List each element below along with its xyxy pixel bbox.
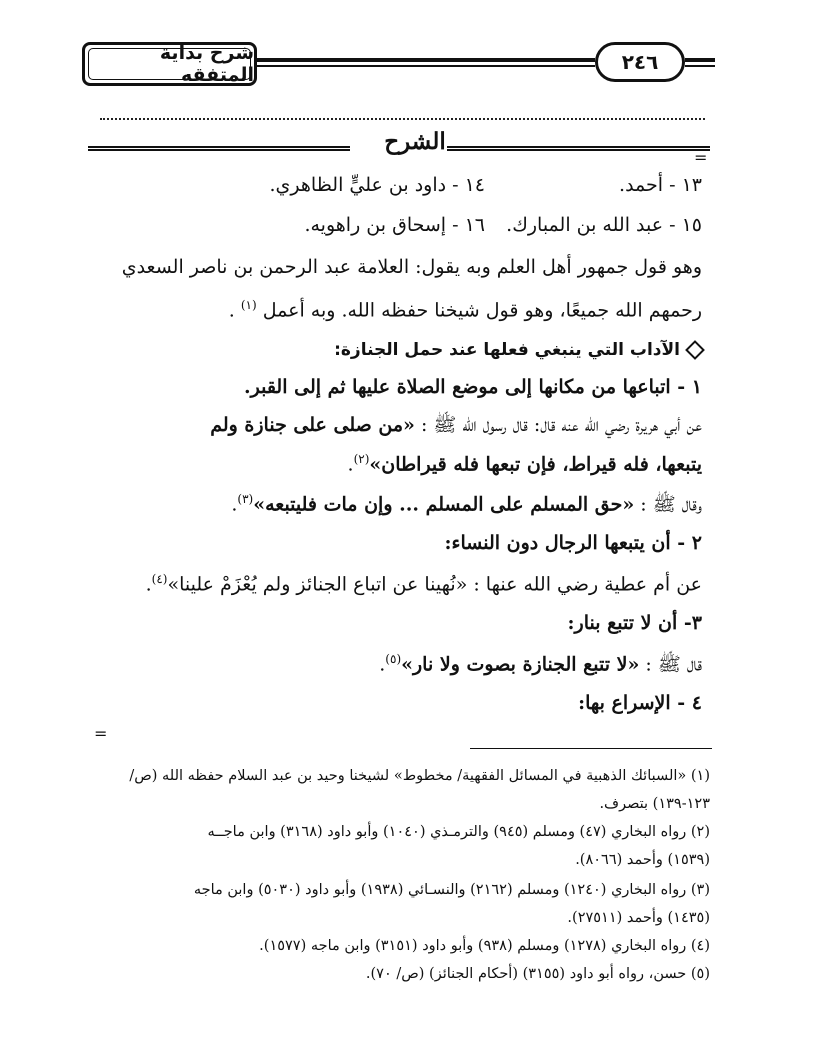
footnote-2-line-1: (٢) رواه البخاري (٤٧) ومسلم (٩٤٥) والترمـذي (١٠٤٠) وأبو داود (٣١٦٨) وابن ماجــه bbox=[207, 824, 710, 840]
item-1-hadith-intro: عن أبي هريرة رضي الله عنه قال: قال رسول الله ﷺ : bbox=[420, 414, 702, 436]
footnote-2-line-2: (١٥٣٩) وأحمد (٨٠٦٦). bbox=[575, 852, 710, 868]
footnote-ref-1: (١) bbox=[240, 298, 257, 312]
paragraph-line-2: رحمهم الله جميعًا، وهو قول شيخنا حفظه الله. وبه أعمل $^{(١)}$ . bbox=[228, 298, 702, 322]
footnote-3-line-1: (٣) رواه البخاري (١٢٤٠) ومسلم (٢١٦٢) والنسـائي (١٩٣٨) وأبو داود (٥٠٣٠) وابن ماجه bbox=[193, 882, 710, 898]
item-1-hadith-start: «من صلى على جنازة ولم bbox=[210, 414, 415, 436]
scholar-item-16: ١٦ - إسحاق بن راهويه. bbox=[304, 214, 485, 236]
heading-rule-left bbox=[88, 146, 350, 151]
footnote-1-line-2: ١٢٣-١٣٩) بتصرف. bbox=[599, 796, 710, 812]
footnote-separator bbox=[470, 748, 712, 749]
item-1-hadith-cont-line: يتبعها، فله قيراط، فإن تبعها فله قيراطان»$^{(٢)}$. bbox=[347, 452, 702, 476]
scholar-item-14: ١٤ - داود بن عليٍّ الظاهري. bbox=[269, 174, 485, 196]
dotted-divider bbox=[100, 118, 705, 120]
margin-mark: = bbox=[694, 148, 708, 167]
footnote-4: (٤) رواه البخاري (١٢٧٨) ومسلم (٩٣٨) وأبو داود (٣١٥١) وابن ماجه (١٥٧٧). bbox=[259, 938, 710, 954]
paragraph-line-1: وهو قول جمهور أهل العلم وبه يقول: العلامة عبد الرحمن بن ناصر السعدي bbox=[121, 256, 702, 278]
item-1-hadith-line bbox=[210, 414, 702, 437]
section-heading: الشرح bbox=[384, 128, 446, 155]
paragraph-line-2-text: رحمهم الله جميعًا، وهو قول شيخنا حفظه الله. وبه أعمل bbox=[262, 299, 702, 322]
item-3-hadith: «لا تتبع الجنازة بصوت ولا نار» bbox=[401, 653, 640, 676]
adab-heading-text: الآداب التي ينبغي فعلها عند حمل الجنازة: bbox=[334, 340, 680, 360]
item-2-title: ٢ - أن يتبعها الرجال دون النساء: bbox=[444, 532, 702, 554]
scholar-item-15: ١٥ - عبد الله بن المبارك. bbox=[506, 214, 702, 236]
header-rule-right bbox=[685, 56, 715, 70]
item-3-intro: قال ﷺ : bbox=[645, 653, 702, 676]
margin-mark: = bbox=[94, 724, 108, 743]
item-1-second-intro: وقال ﷺ : bbox=[640, 493, 702, 516]
item-1-second-line: وقال ﷺ : «حق المسلم على المسلم ... وإن مات فليتبعه»$^{(٣)}$. bbox=[231, 492, 702, 516]
heading-rule-right bbox=[447, 146, 710, 151]
adab-heading bbox=[334, 338, 702, 361]
page-number: ٢٤٦ bbox=[621, 50, 659, 74]
footnote-ref-2: (٢) bbox=[353, 452, 370, 466]
footnote-3-line-2: (١٤٣٥) وأحمد (٢٧٥١١). bbox=[567, 910, 710, 926]
footnote-ref-5: (٥) bbox=[385, 652, 402, 666]
item-3-title: ٣- أن لا تتبع بنار: bbox=[567, 612, 702, 634]
page-number-box bbox=[595, 42, 685, 82]
item-3-hadith-line: قال ﷺ : «لا تتبع الجنازة بصوت ولا نار»$^{(٥)}$. bbox=[379, 652, 702, 676]
book-title-box bbox=[82, 42, 257, 86]
item-1-title: ١ - اتباعها من مكانها إلى موضع الصلاة عليها ثم إلى القبر. bbox=[243, 376, 702, 398]
item-4-title: ٤ - الإسراع بها: bbox=[578, 692, 702, 714]
scholar-item-13: ١٣ - أحمد. bbox=[619, 174, 702, 196]
item-2-text-line: عن أم عطية رضي الله عنها : «نُهينا عن اتباع الجنائز ولم يُعْزَمْ علينا»$^{(٤)}$. bbox=[145, 572, 702, 596]
footnote-5: (٥) حسن، رواه أبو داود (٣١٥٥) (أحكام الجنائز) (ص/ ٧٠). bbox=[365, 966, 710, 982]
footnote-ref-3: (٣) bbox=[237, 492, 254, 506]
item-1-second-hadith: «حق المسلم على المسلم ... وإن مات فليتبعه» bbox=[253, 493, 635, 516]
item-1-hadith-cont: يتبعها، فله قيراط، فإن تبعها فله قيراطان» bbox=[369, 453, 702, 476]
footnote-1-line-1: (١) «السبائك الذهبية في المسائل الفقهية/ مخطوط» لشيخنا وحيد بن عبد السلام حفظه الله (ص/ bbox=[129, 768, 710, 784]
header-rule-left bbox=[257, 56, 595, 70]
item-2-text: عن أم عطية رضي الله عنها : «نُهينا عن اتباع الجنائز ولم يُعْزَمْ علينا» bbox=[167, 573, 702, 596]
diamond-bullet-icon bbox=[685, 340, 705, 360]
footnote-ref-4: (٤) bbox=[151, 572, 168, 586]
book-title: شرح بداية المتفقه bbox=[159, 42, 254, 86]
